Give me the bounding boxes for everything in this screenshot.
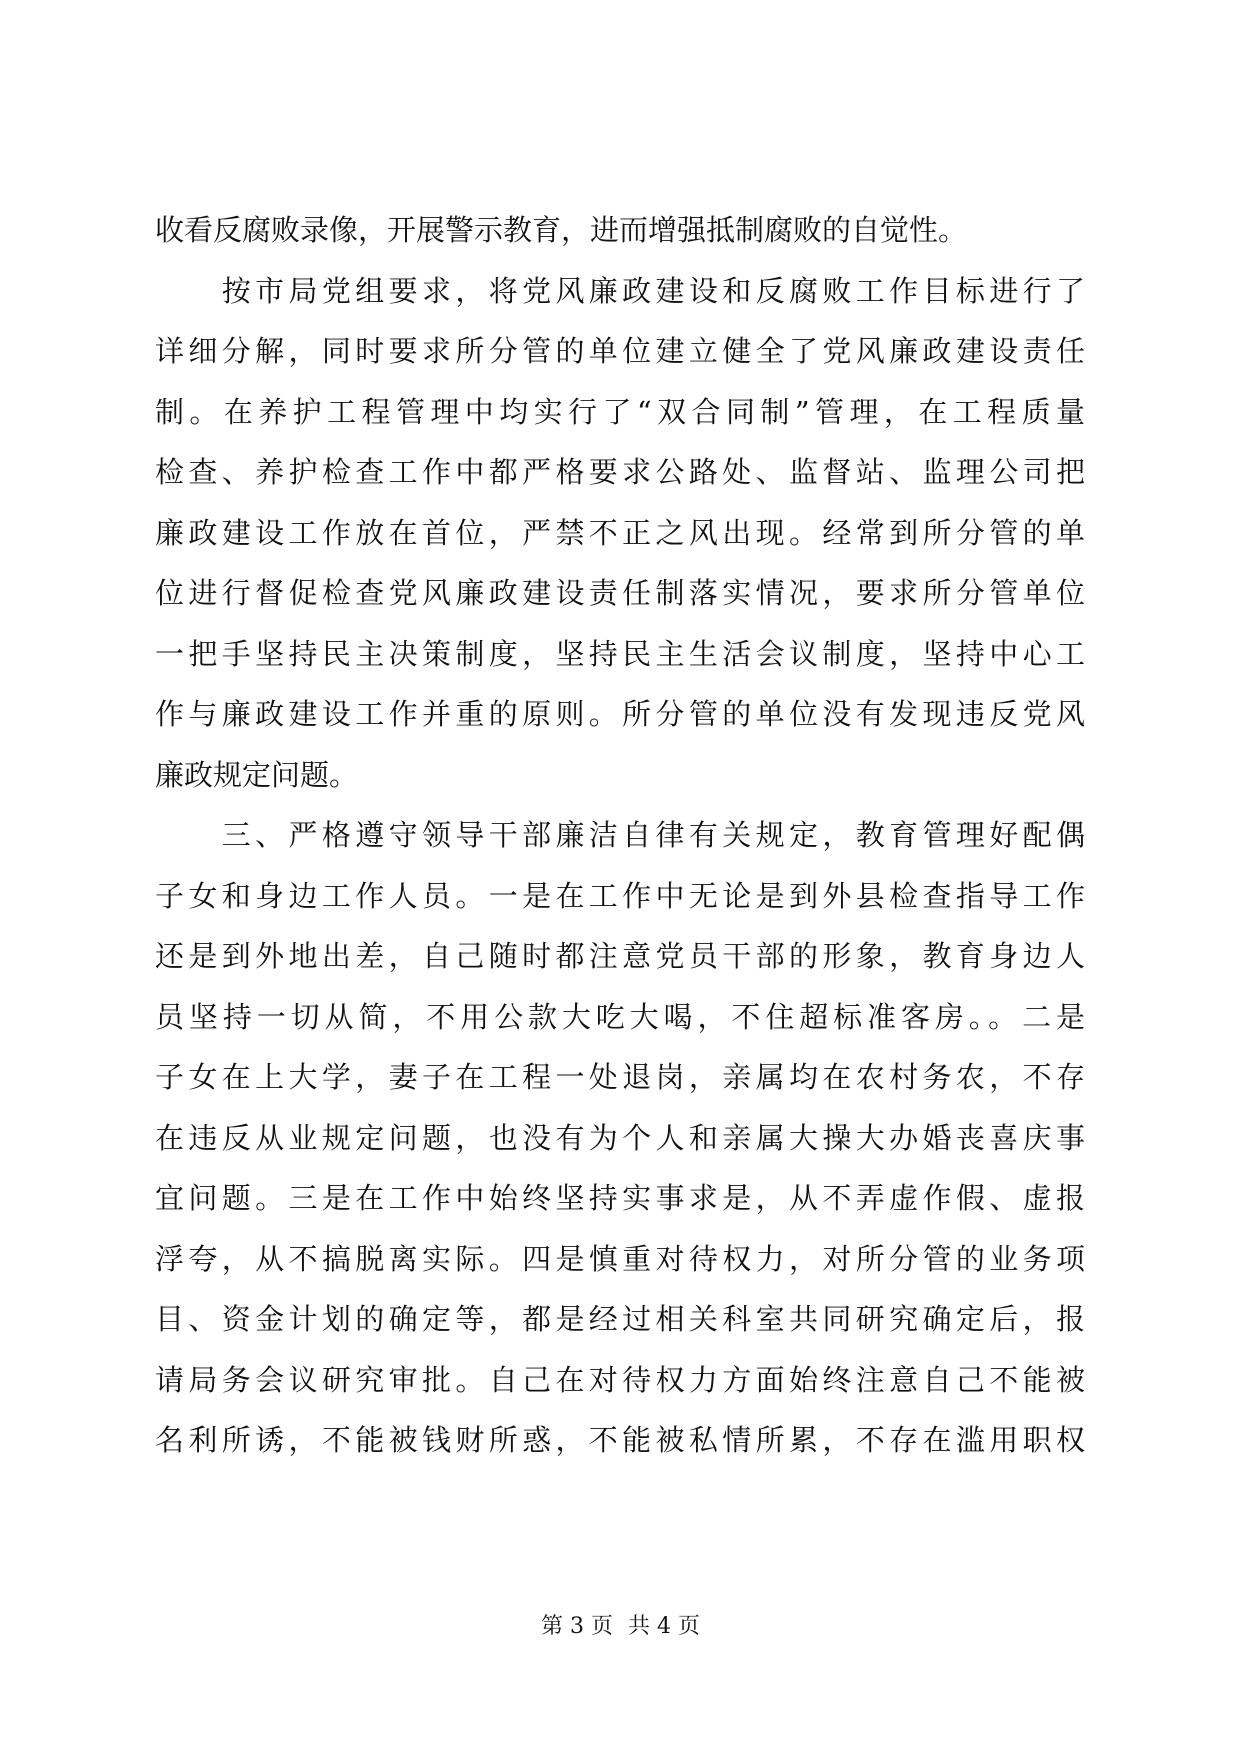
text-line: 子女在上大学，妻子在工程一处退岗，亲属均在农村务农，不存 [155, 1060, 1085, 1094]
text-line: 收看反腐败录像，开展警示教育，进而增强抵制腐败的自觉性。 [155, 213, 968, 247]
text-line: 员坚持一切从简，不用公款大吃大喝，不住超标准客房。。二是 [155, 999, 1085, 1034]
page-number: 第 3 页 [541, 1614, 613, 1639]
text-line: 三、严格遵守领导干部廉洁自律有关规定，教育管理好配偶 [155, 818, 1085, 852]
text-line: 详细分解，同时要求所分管的单位建立健全了党风廉政建设责任 [155, 334, 1085, 368]
text-line: 还是到外地出差，自己随时都注意党员干部的形象，教育身边人 [155, 939, 1085, 973]
text-line: 按市局党组要求，将党风廉政建设和反腐败工作目标进行了 [155, 273, 1085, 308]
text-line: 宜问题。三是在工作中始终坚持实事求是，从不弄虚作假、虚报 [155, 1181, 1085, 1215]
text-line: 目、资金计划的确定等，都是经过相关科室共同研究确定后，报 [155, 1302, 1085, 1336]
text-line: 廉政规定问题。 [155, 757, 359, 792]
page-total: 共 4 页 [628, 1614, 700, 1639]
text-line: 在违反从业规定问题，也没有为个人和亲属大操大办婚丧喜庆事 [155, 1120, 1085, 1155]
document-body [155, 200, 1085, 1471]
text-line: 一把手坚持民主决策制度，坚持民主生活会议制度，坚持中心工 [155, 636, 1085, 671]
text-line: 请局务会议研究审批。自己在对待权力方面始终注意自己不能被 [155, 1362, 1085, 1397]
text-line: 位进行督促检查党风廉政建设责任制落实情况，要求所分管单位 [155, 576, 1085, 610]
text-line: 廉政建设工作放在首位，严禁不正之风出现。经常到所分管的单 [155, 515, 1085, 550]
text-line: 制。在养护工程管理中均实行了“双合同制”管理，在工程质量 [155, 394, 1085, 429]
text-line: 名利所诱，不能被钱财所惑，不能被私情所累，不存在滥用职权 [155, 1423, 1085, 1457]
text-line: 子女和身边工作人员。一是在工作中无论是到外县检查指导工作 [155, 878, 1085, 913]
page-footer [0, 1612, 1241, 1642]
text-line: 浮夸，从不搞脱离实际。四是慎重对待权力，对所分管的业务项 [155, 1241, 1085, 1276]
text-line: 检查、养护检查工作中都严格要求公路处、监督站、监理公司把 [155, 455, 1085, 489]
text-line: 作与廉政建设工作并重的原则。所分管的单位没有发现违反党风 [155, 697, 1085, 731]
